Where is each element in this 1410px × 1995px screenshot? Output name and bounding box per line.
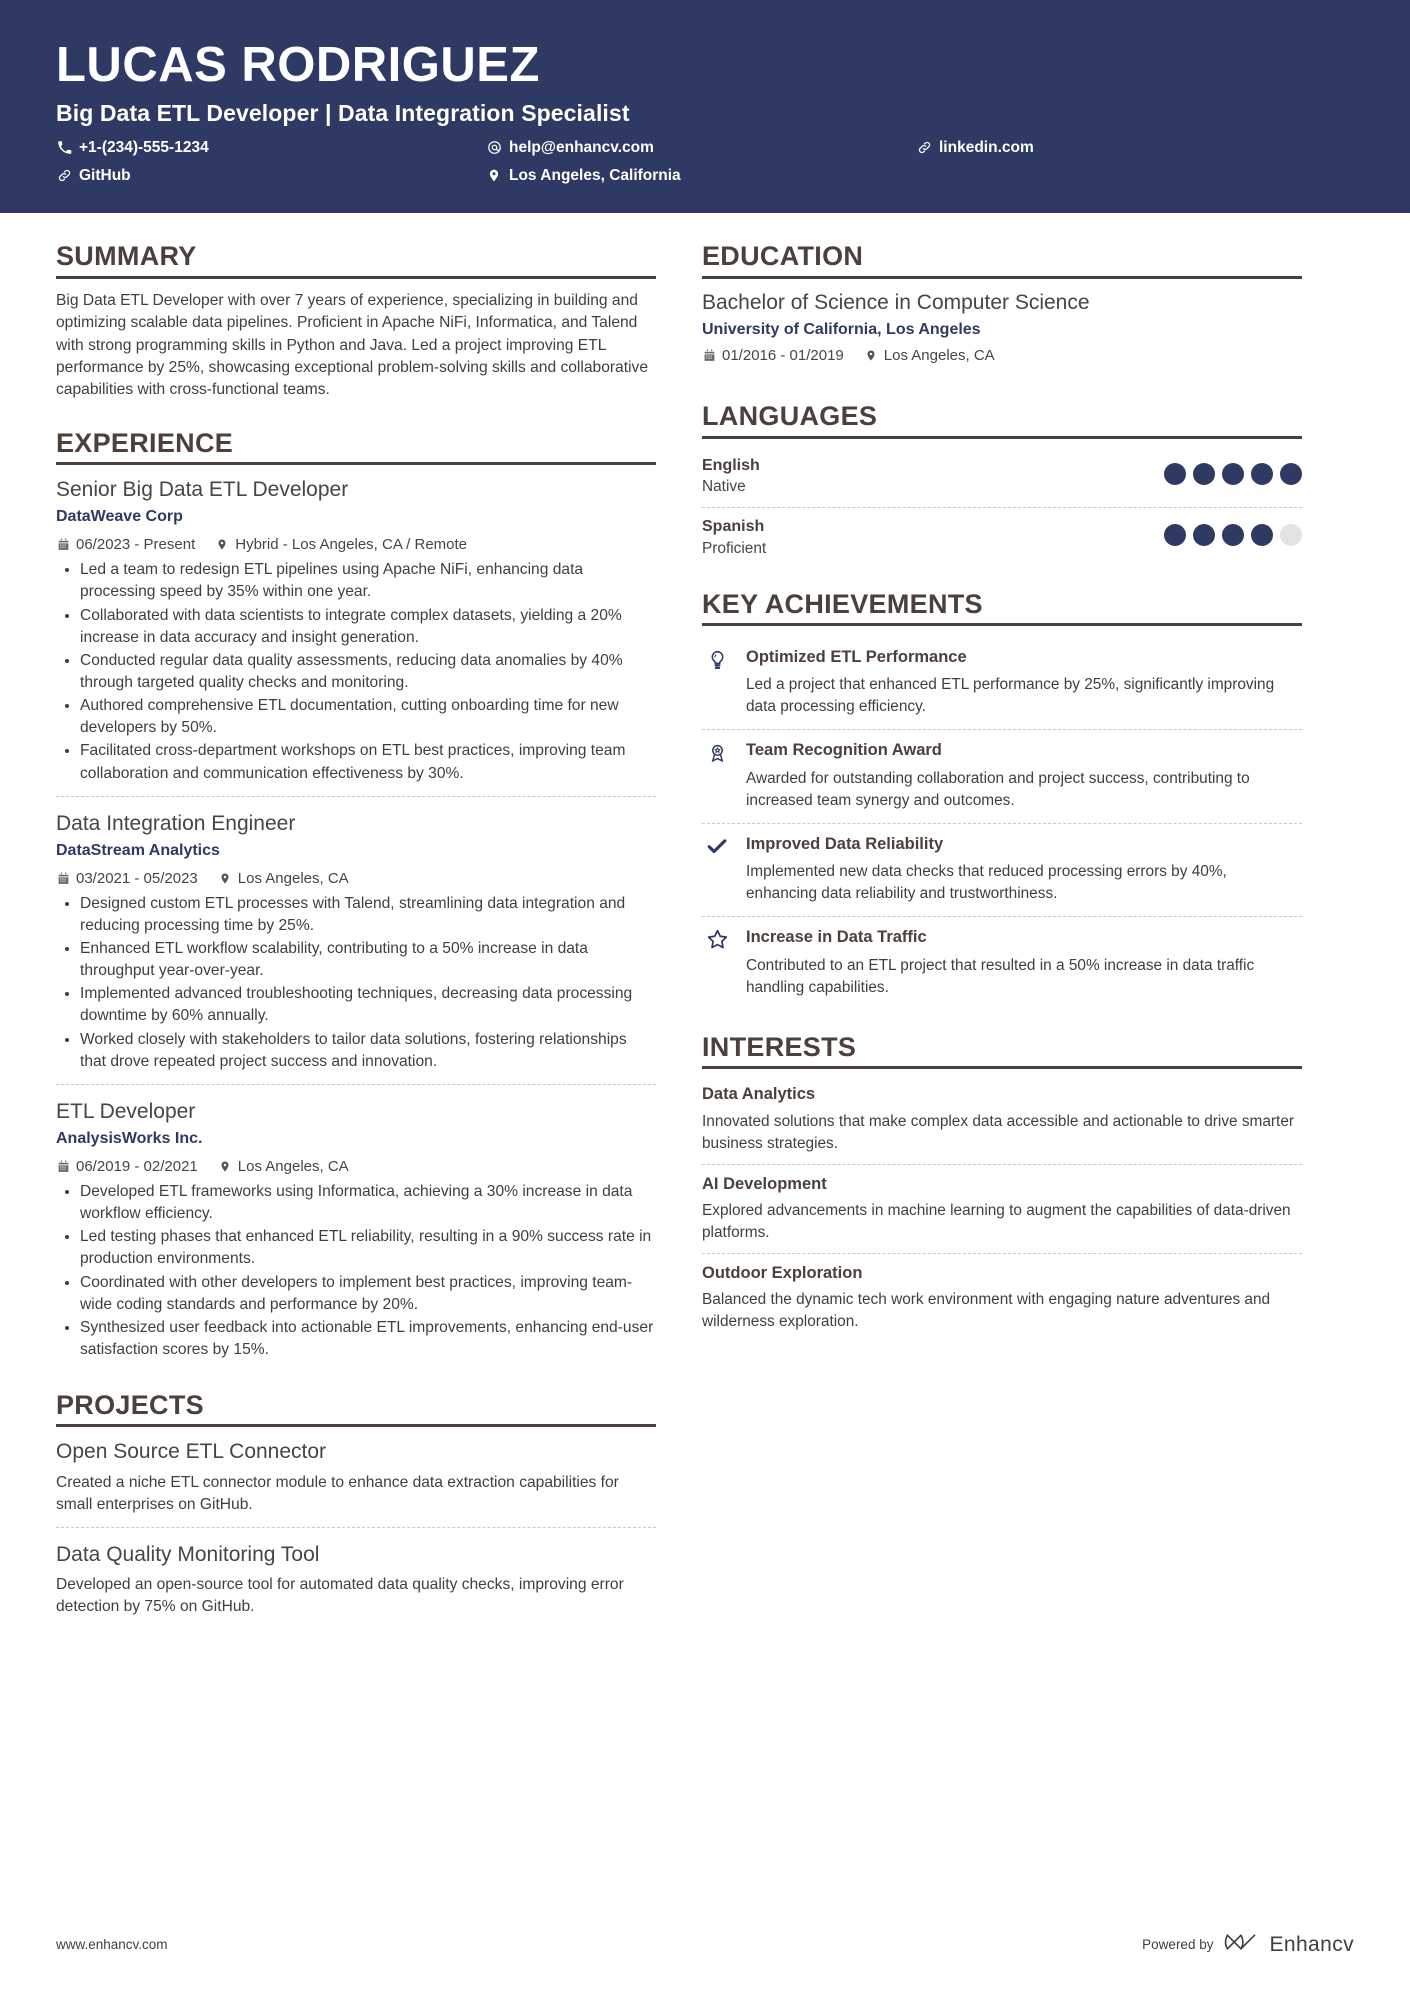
experience-dates [56,534,195,555]
powered-by-label: Powered by [1142,1937,1214,1952]
experience-bullets [56,893,656,1073]
bullet-item: Implemented advanced troubleshooting techniques, decreasing data processing downtime by 60% annually. [56,983,656,1027]
experience-dates-text: 06/2023 - Present [76,536,196,554]
section-title-education: EDUCATION [702,241,864,272]
education-meta [702,345,1302,366]
rating-dot-filled [1164,463,1186,485]
calendar-icon [56,538,70,552]
summary-text: Big Data ETL Developer with over 7 years of experience, specializing in building and optimizing scalable data pipelines. Proficient in Apache NiFi, Informatica, and Talend with strong programming skills in Python and Java. Led a project improving ETL performance by 25%, showcasing exceptional problem-solving skills and collaborative capabilities with cross-functional teams. [56,291,648,399]
experience-company: AnalysisWorks Inc. [56,1130,203,1148]
resume-body [0,213,1410,1632]
rating-dot-filled [1222,463,1244,485]
section-divider [702,623,1302,626]
rating-dot-filled [1251,524,1273,546]
language-info [702,517,766,560]
star-icon [702,927,732,955]
candidate-name: LUCAS RODRIGUEZ [56,38,540,92]
interest-name: Outdoor Exploration [702,1264,863,1283]
section-title-projects: PROJECTS [56,1390,204,1421]
rating-dot-filled [1193,524,1215,546]
achievement-item [702,916,1302,1009]
contact-phone-text: +1-(234)-555-1234 [79,138,209,156]
section-divider [702,1066,1302,1069]
section-languages [702,401,1302,568]
experience-dates-text: 06/2019 - 02/2021 [76,1157,198,1175]
location-icon [218,1159,232,1173]
section-projects [56,1390,656,1629]
achievement-description: Implemented new data checks that reduced processing errors by 40%, enhancing data reliability and trustworthiness. [746,863,1227,903]
rating-dot-filled [1164,524,1186,546]
section-title-experience: EXPERIENCE [56,427,234,458]
interest-description: Innovated solutions that make complex data accessible and actionable to drive smarter business strategies. [702,1112,1295,1152]
experience-location [215,534,467,555]
experience-dates-text: 03/2021 - 05/2023 [76,869,198,887]
experience-location [218,1156,349,1177]
section-education [702,241,1302,379]
location-icon [864,349,878,363]
education-school: University of California, Los Angeles [702,321,981,339]
experience-meta [56,534,656,555]
left-column [56,241,656,1632]
experience-role: Senior Big Data ETL Developer [56,478,349,502]
section-divider [56,462,656,465]
rating-dot-filled [1222,524,1244,546]
language-rating-dots [1164,517,1302,546]
experience-dates [56,1156,198,1177]
section-divider [702,436,1302,439]
bullet-item: Coordinated with other developers to implement best practices, improving team-wide coding standards and performance by 20%. [56,1272,656,1316]
contact-details [56,136,1354,188]
calendar-icon [702,349,716,363]
experience-location-text: Hybrid - Los Angeles, CA / Remote [235,536,468,554]
achievement-body [746,647,1302,718]
section-summary [56,241,656,402]
email-icon [486,140,502,156]
contact-linkedin-text: linkedin.com [939,138,1034,156]
bullet-item: Collaborated with data scientists to integrate complex datasets, yielding a 20% increase in data accuracy and insight generation. [56,605,656,649]
education-location [864,345,995,366]
contact-phone[interactable] [56,136,486,159]
section-experience [56,428,656,1372]
achievement-title: Increase in Data Traffic [746,928,927,947]
achievement-item [702,729,1302,822]
section-title-interests: INTERESTS [702,1031,857,1062]
experience-location [218,868,349,889]
experience-meta [56,868,656,889]
education-location-text: Los Angeles, CA [883,347,995,365]
experience-bullets [56,559,656,784]
interest-name: AI Development [702,1174,827,1193]
achievement-body [746,740,1302,811]
brand-name: Enhancv [1269,1932,1354,1956]
bullet-item: Worked closely with stakeholders to tailor data solutions, fostering relationships that drove repeated project success and innovation. [56,1029,656,1073]
section-title-languages: LANGUAGES [702,401,878,432]
project-description: Created a niche ETL connector module to enhance data extraction capabilities for small enterprises on GitHub. [56,1473,619,1514]
language-name: Spanish [702,518,765,536]
link-icon [916,140,932,156]
experience-bullets [56,1181,656,1361]
section-title-achievements: KEY ACHIEVEMENTS [702,588,983,619]
achievement-description: Contributed to an ETL project that resulted in a 50% increase in data traffic handling capabilities. [746,956,1255,996]
enhancv-logo-icon [1224,1930,1258,1959]
language-name: English [702,456,760,474]
experience-entry [56,1084,656,1372]
experience-location-text: Los Angeles, CA [237,869,349,887]
contact-location [486,164,916,187]
rating-dot-filled [1251,463,1273,485]
experience-role: ETL Developer [56,1099,196,1123]
language-level: Proficient [702,539,767,557]
experience-entry [56,476,656,796]
section-divider [56,276,656,279]
experience-dates [56,868,198,889]
project-description: Developed an open-source tool for automated data quality checks, improving error detection by 75% on GitHub. [56,1575,624,1616]
rating-dot-filled [1280,463,1302,485]
contact-location-text: Los Angeles, California [509,167,681,185]
location-icon [486,168,502,184]
language-rating-dots [1164,456,1302,485]
resume-footer [0,1930,1410,1959]
section-achievements [702,589,1302,1010]
section-interests [702,1032,1302,1343]
experience-meta [56,1156,656,1177]
education-dates-text: 01/2016 - 01/2019 [722,347,844,365]
calendar-icon [56,1159,70,1173]
link-icon [56,168,72,184]
footer-brand [1142,1930,1354,1959]
achievement-body [746,927,1302,998]
location-icon [215,538,229,552]
lightbulb-icon [702,647,732,675]
location-icon [218,871,232,885]
interest-item [702,1164,1302,1253]
contact-linkedin[interactable] [916,136,1354,159]
award-ribbon-icon [702,740,732,768]
achievement-item [702,823,1302,916]
interest-item [702,1080,1302,1163]
education-dates [702,345,844,366]
footer-url[interactable]: www.enhancv.com [56,1937,168,1952]
contact-github[interactable] [56,164,486,187]
section-divider [56,1424,656,1427]
achievement-description: Led a project that enhanced ETL performance by 25%, significantly improving data processing efficiency. [746,676,1275,716]
achievement-body [746,834,1302,905]
language-info [702,456,760,499]
experience-company: DataWeave Corp [56,508,183,526]
interest-description: Balanced the dynamic tech work environment with engaging nature adventures and wilderness exploration. [702,1291,1271,1331]
rating-dot-empty [1280,524,1302,546]
achievement-title: Improved Data Reliability [746,834,944,853]
experience-location-text: Los Angeles, CA [237,1157,349,1175]
language-level: Native [702,478,746,496]
section-title-summary: SUMMARY [56,241,197,272]
bullet-item: Enhanced ETL workflow scalability, contributing to a 50% increase in data throughput year-over-year. [56,938,656,982]
right-column [702,241,1302,1346]
phone-icon [56,140,72,156]
contact-email[interactable] [486,136,916,159]
contact-email-text: help@enhancv.com [509,138,654,156]
interest-name: Data Analytics [702,1085,816,1104]
experience-role: Data Integration Engineer [56,811,296,835]
bullet-item: Developed ETL frameworks using Informatica, achieving a 30% increase in data workflow efficiency. [56,1181,656,1225]
achievement-description: Awarded for outstanding collaboration and project success, contributing to increased team synergy and outcomes. [746,769,1250,809]
bullet-item: Conducted regular data quality assessments, reducing data anomalies by 40% through targeted quality checks and monitoring. [56,650,656,694]
project-name: Data Quality Monitoring Tool [56,1542,320,1566]
project-entry [56,1527,656,1629]
interest-description: Explored advancements in machine learning to augment the capabilities of data-driven platforms. [702,1202,1291,1242]
project-entry [56,1438,656,1526]
bullet-item: Led a team to redesign ETL pipelines using Apache NiFi, enhancing data processing speed by 35% within one year. [56,559,656,603]
rating-dot-filled [1193,463,1215,485]
resume-header [0,0,1410,213]
bullet-item: Facilitated cross-department workshops on ETL best practices, improving team collaboration and communication effectiveness by 30%. [56,740,656,784]
contact-github-text: GitHub [79,167,131,185]
language-row [702,507,1302,569]
candidate-job-title: Big Data ETL Developer | Data Integration Specialist [56,99,630,126]
section-divider [702,276,1302,279]
interest-item [702,1253,1302,1342]
bullet-item: Led testing phases that enhanced ETL reliability, resulting in a 90% success rate in production environments. [56,1226,656,1270]
bullet-item: Designed custom ETL processes with Talend, streamlining data integration and reducing processing time by 25%. [56,893,656,937]
calendar-icon [56,871,70,885]
achievement-title: Team Recognition Award [746,741,942,760]
experience-company: DataStream Analytics [56,841,220,859]
achievement-title: Optimized ETL Performance [746,647,967,666]
language-row [702,450,1302,508]
checkmark-icon [702,834,732,862]
achievement-item [702,637,1302,729]
experience-entry [56,796,656,1084]
bullet-item: Synthesized user feedback into actionable ETL improvements, enhancing end-user satisfaction scores by 15%. [56,1317,656,1361]
project-name: Open Source ETL Connector [56,1440,327,1464]
education-entry [702,290,1302,380]
education-degree: Bachelor of Science in Computer Science [702,290,1090,314]
bullet-item: Authored comprehensive ETL documentation, cutting onboarding time for new developers by 50%. [56,695,656,739]
